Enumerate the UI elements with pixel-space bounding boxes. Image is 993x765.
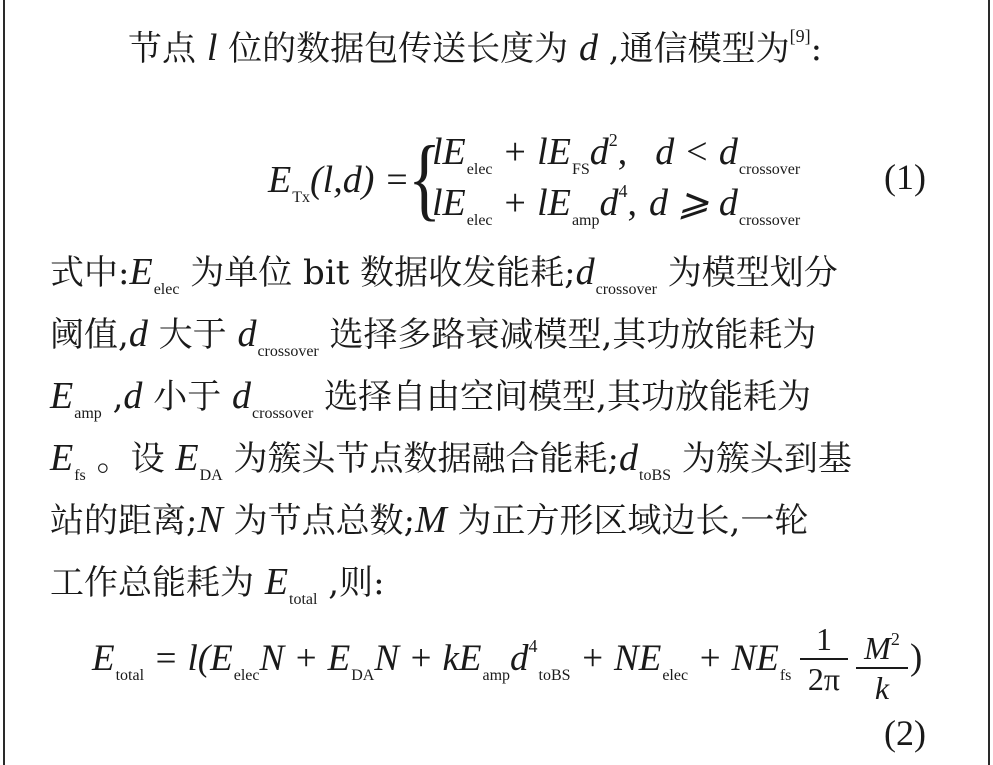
comma: , — [617, 131, 628, 173]
eq1-lhs — [268, 158, 410, 207]
sub: fs — [74, 467, 86, 484]
intro-line — [128, 14, 822, 71]
text: 为节点总数; — [222, 501, 416, 541]
var-E: E — [268, 159, 292, 201]
text: 为簇头节点数据融合能耗; — [222, 439, 619, 479]
term: + lE — [492, 131, 571, 173]
var-d: d — [232, 375, 252, 417]
numerator — [856, 622, 908, 665]
sub: toBS — [538, 667, 571, 684]
right-border-line — [988, 0, 990, 765]
term: N + E — [259, 638, 351, 679]
term: d — [510, 638, 529, 679]
text: 为簇头到基 — [671, 439, 852, 479]
para-line-3 — [50, 374, 811, 436]
eq2-expression — [92, 636, 791, 685]
sub: DA — [199, 467, 223, 484]
numerator: 1 — [816, 621, 832, 657]
var-E: E — [264, 561, 289, 603]
var-E: E — [50, 437, 74, 479]
var-d: d — [123, 375, 143, 417]
sub: DA — [351, 667, 375, 684]
sub: Tx — [292, 189, 310, 206]
para-line-1 — [50, 250, 838, 312]
sub: amp — [571, 212, 600, 229]
sub: crossover — [738, 161, 801, 178]
eq1-number: (1) — [884, 157, 926, 197]
text: 选择自由空间模型,其功放能耗为 — [313, 377, 811, 417]
term: d — [589, 131, 609, 173]
text: 工作总能耗为 — [50, 563, 265, 603]
var-M: M — [415, 499, 447, 541]
text: 阈值, — [50, 315, 129, 355]
sub: elec — [153, 281, 180, 298]
sub: elec — [233, 667, 260, 684]
sub: elec — [662, 667, 689, 684]
text: 为单位 bit 数据收发能耗; — [179, 253, 576, 293]
eq1-row2 — [432, 180, 800, 230]
var-d: d — [619, 437, 638, 479]
sup: 2 — [608, 130, 618, 150]
para-line-4 — [50, 436, 852, 498]
sub: amp — [482, 667, 511, 684]
condition: d ⩾ d — [649, 182, 738, 224]
text: 大于 — [147, 315, 238, 355]
text: 为模型划分 — [656, 253, 838, 293]
sup: 4 — [528, 636, 538, 656]
term: + NE — [570, 638, 662, 679]
term: = l(E — [144, 638, 233, 679]
text: 站的距离; — [50, 501, 198, 541]
eq2-fraction-2 — [856, 622, 908, 705]
sup: 4 — [618, 181, 628, 201]
text: 。设 — [85, 439, 176, 479]
left-border-line — [3, 0, 5, 765]
term: + NE — [688, 638, 779, 679]
term: lE — [432, 131, 466, 173]
citation-ref: [9] — [789, 26, 811, 46]
text: 节点 — [128, 29, 207, 69]
eq1-brace: { — [408, 127, 442, 229]
text: ,通信模型为 — [598, 29, 790, 69]
eq2-close-paren: ) — [910, 637, 923, 678]
sub: elec — [466, 161, 493, 178]
text: : — [810, 29, 823, 69]
fraction-bar — [800, 658, 848, 660]
text: 为正方形区域边长,一轮 — [446, 501, 809, 541]
denominator: k — [874, 670, 890, 706]
sub: toBS — [639, 467, 672, 484]
text: 式中: — [50, 253, 130, 293]
sub: fs — [779, 667, 792, 684]
term: d — [599, 182, 619, 224]
para-line-6 — [50, 560, 385, 622]
comma: , — [627, 182, 637, 224]
var-d: d — [128, 313, 148, 355]
sub: total — [289, 591, 318, 608]
sub: crossover — [738, 212, 801, 229]
var-E: E — [129, 251, 153, 293]
eq2-number: (2) — [884, 713, 926, 753]
denominator: 2π — [807, 661, 841, 697]
term: lE — [432, 182, 466, 224]
var-E: E — [92, 638, 115, 679]
sub: FS — [571, 161, 590, 178]
eq1-row1 — [432, 130, 800, 179]
text: 选择多路衰减模型,其功放能耗为 — [318, 315, 817, 355]
text: ,则: — [317, 563, 385, 603]
var-l: l — [206, 27, 218, 69]
condition: d < d — [655, 131, 738, 173]
var-d: d — [575, 251, 595, 293]
text: 小于 — [142, 377, 233, 417]
text: , — [101, 377, 124, 417]
var-E: E — [50, 375, 74, 417]
para-line-2 — [50, 312, 816, 374]
term: N + kE — [374, 638, 482, 679]
args: (l,d) = — [310, 159, 410, 201]
sub: total — [115, 667, 145, 684]
text: 位的数据包传送长度为 — [217, 29, 579, 69]
fraction-bar — [856, 667, 908, 669]
sup: 2 — [890, 629, 900, 649]
sub: crossover — [257, 343, 319, 360]
term: + lE — [492, 182, 571, 224]
para-line-5 — [50, 498, 808, 543]
var-E: E — [175, 437, 199, 479]
var-N: N — [197, 499, 223, 541]
sub: crossover — [595, 281, 657, 298]
eq2-fraction-1 — [800, 622, 848, 696]
var-M: M — [864, 630, 891, 666]
sub: crossover — [252, 405, 314, 422]
var-d: d — [579, 27, 598, 69]
var-d: d — [237, 313, 257, 355]
sub: amp — [74, 405, 102, 422]
sub: elec — [466, 212, 493, 229]
